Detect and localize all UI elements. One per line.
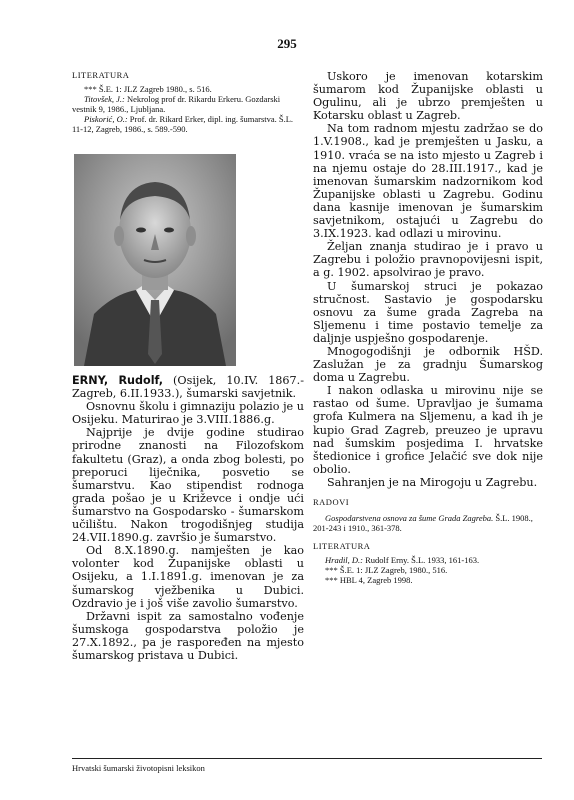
work-item: Gospodarstvena osnova za šume Grada Zagreba. Š.L. 1908., 201-243 i 1910., 361-378. xyxy=(313,513,533,533)
entry-name: ERNY, Rudolf, xyxy=(72,374,164,387)
reference-item: Piskorić, O.: Prof. dr. Rikard Erker, dipl. ing. šumarstva. Š.L. 11-12, Zagreb, 1986., s. 589.-590. xyxy=(72,114,294,134)
portrait-photo xyxy=(74,154,236,366)
reference-item: *** Š.E. 1: JLZ Zagreb, 1980., 516. xyxy=(325,565,448,575)
paragraph: Mnogogodišnji je odbornik HŠD. Zaslužan je za gradnju Šumarskog doma u Zagrebu. xyxy=(313,344,543,385)
left-column xyxy=(72,70,304,662)
footer-text: Hrvatski šumarski životopisni leksikon xyxy=(72,763,205,773)
reference-item: *** Š.E. 1: JLZ Zagreb 1980., s. 516. xyxy=(84,84,212,94)
paragraph: Najprije je dvije godine studirao prirodne znanosti na Filozofskom fakultetu (Graz), a onda zbog bolesti, po preporuci liječnika, posvetio se šumarstvu. Kao stipendist rodnoga grada pošao je u Križevce i ondje ući šumarstvo na Gospodarsko - šumarskom učilištu. Nakon trogodišnjeg studija 24.VII.1890.g. završio je šumarstvo. xyxy=(72,426,304,545)
paragraph: Od 8.X.1890.g. namješten je kao volonter kod Županijske oblasti u Osijeku, a 1.I.1891.g. imenovan je za šumarskog vježbenika u Dubici. Ozdravio je i još više zavolio šumarstvo. xyxy=(72,544,304,610)
radovi-heading: RADOVI xyxy=(313,497,350,507)
paragraph: Sahranjen je na Mirogoju u Zagrebu. xyxy=(327,475,538,489)
paragraph: Uskoro je imenovan kotarskim šumarom kod Županijske oblasti u Ogulinu, ali je ubrzo premješten u Kotarsku oblast u Zagreb. xyxy=(313,70,543,123)
entry-headline: ERNY, Rudolf, (Osijek, 10.IV. 1867.- Zagreb, 6.II.1933.), šumarski savjetnik. xyxy=(72,374,304,401)
paragraph: Na tom radnom mjestu zadržao se do 1.V.1908., kad je premješten u Jasku, a 1910. vraća se na isto mjesto u Zagreb i na njemu ostaje do 28.III.1917., kad je imenovan šumarskim nadzornikom kod Županijske oblasti u Zagrebu. Godinu dana kasnije imenovan je šumarskim savjetnikom, ostajući u Zagrebu do 3.IX.1923. kad odlazi u mirovinu. xyxy=(313,122,543,241)
paragraph: Željan znanja studirao je i pravo u Zagrebu i položio pravnopovijesni ispit, a g. 1902. apsolvirao je pravo. xyxy=(313,240,543,280)
reference-item: *** HBL 4, Zagreb 1998. xyxy=(325,575,413,585)
right-column xyxy=(313,70,543,585)
literatura-heading: LITERATURA xyxy=(313,541,371,551)
paragraph: U šumarskoj struci je pokazao stručnost. Sastavio je gospodarsku osnovu za šume grada Zagreba na Sljemenu i time postavio temelje za daljnje uspješno gospodarenje. xyxy=(313,279,543,345)
portrait-drawing xyxy=(74,154,236,366)
paragraph: Osnovnu školu i gimnaziju polazio je u Osijeku. Maturirao je 3.VIII.1886.g. xyxy=(72,400,304,427)
paragraph: Državni ispit za samostalno vođenje šumskoga gospodarstva položio je 27.X.1892., pa je raspoređen na mjesto šumarskog pristava u Dubici. xyxy=(72,609,304,662)
literatura-heading: LITERATURA xyxy=(72,70,130,80)
reference-item: Titovšek, J.: Nekrolog prof dr. Rikardu Erkeru. Gozdarski vestnik 9, 1986., Ljubljana. xyxy=(72,94,281,114)
page-number: 295 xyxy=(277,36,297,51)
reference-item: Hradil, D.: Rudolf Erny. Š.L. 1933, 161-163. xyxy=(325,555,480,565)
paragraph: I nakon odlaska u mirovinu nije se rastao od šume. Upravljao je šumama grofa Kulmera na Sljemenu, a kad ih je kupio Grad Zagreb, preuzeo je upravu nad šumskim posjedima I. hrvatske štedionice i grofice Jelačić sve dok nije obolio. xyxy=(313,384,543,476)
footer-divider xyxy=(72,758,542,759)
